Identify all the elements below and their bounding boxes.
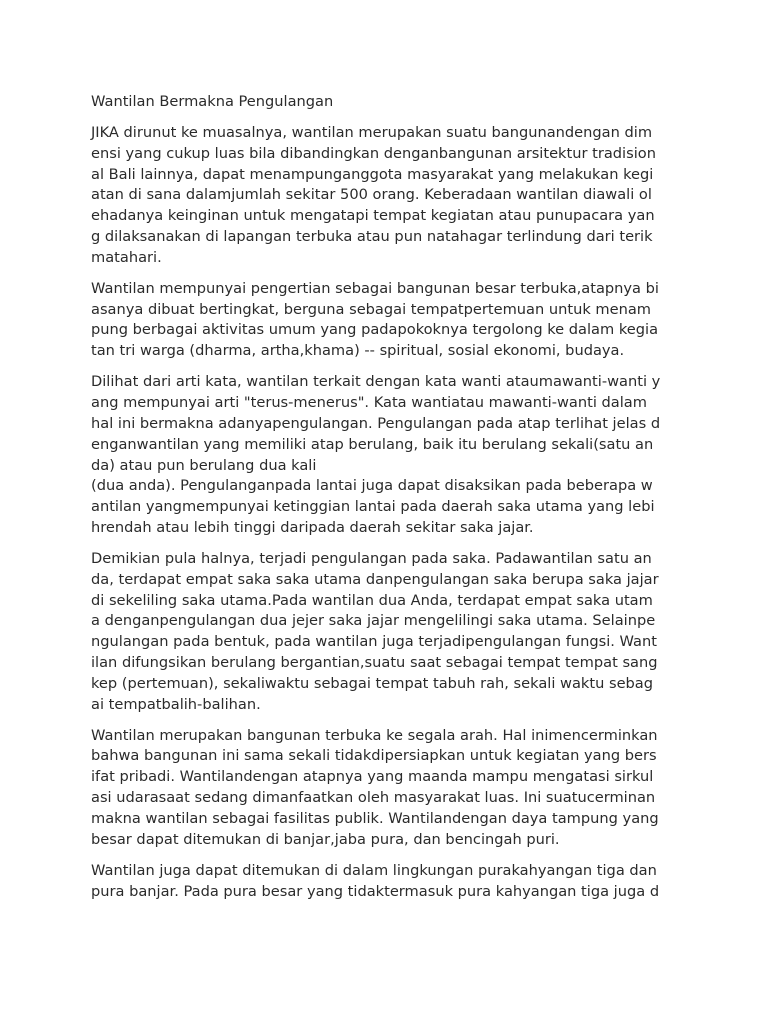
text-line: enganwantilan yang memiliki atap berulang, baik itu berulang sekali(satu an: [91, 435, 654, 453]
text-line: Wantilan merupakan bangunan terbuka ke segala arah. Hal inimencerminkan: [91, 726, 658, 744]
text-line: di sekeliling saka utama.Pada wantilan dua Anda, terdapat empat saka utam: [91, 591, 653, 609]
paragraph: [91, 279, 681, 362]
text-line: kep (pertemuan), sekaliwaktu sebagai tempat tabuh rah, sekali waktu sebag: [91, 674, 654, 692]
text-line: matahari.: [91, 248, 162, 266]
text-line: da, terdapat empat saka saka utama danpengulangan saka berupa saka jajar: [91, 570, 659, 588]
paragraph: [91, 372, 681, 539]
text-line: makna wantilan sebagai fasilitas publik. Wantilandengan daya tampung yang: [91, 810, 659, 827]
text-line: Wantilan mempunyai pengertian sebagai bangunan besar terbuka,atapnya bi: [91, 279, 659, 297]
text-line: al Bali lainnya, dapat menampunganggota masyarakat yang melakukan kegi: [91, 165, 654, 183]
text-line: ang mempunyai arti "terus-menerus". Kata wantiatau mawanti-wanti dalam: [91, 393, 647, 411]
document-title: Wantilan Bermakna Pengulangan: [91, 93, 334, 110]
text-line: ilan difungsikan berulang bergantian,suatu saat sebagai tempat tempat sang: [91, 654, 658, 672]
text-line: asi udarasaat sedang dimanfaatkan oleh masyarakat luas. Ini suatucerminan: [91, 789, 656, 807]
text-line: (dua anda). Pengulanganpada lantai juga dapat disaksikan pada beberapa w: [91, 477, 653, 495]
paragraph: [91, 549, 681, 716]
text-line: pura banjar. Pada pura besar yang tidaktermasuk pura kahyangan tiga juga d: [91, 882, 660, 900]
text-line: ai tempatbalih-balihan.: [91, 695, 261, 713]
document-page: [91, 92, 681, 912]
text-line: Demikian pula halnya, terjadi pengulangan pada saka. Padawantilan satu an: [91, 549, 652, 567]
text-line: hal ini bermakna adanyapengulangan. Pengulangan pada atap terlihat jelas d: [91, 414, 661, 432]
text-line: antilan yangmempunyai ketinggian lantai pada daerah saka utama yang lebi: [91, 498, 655, 516]
text-line: ngulangan pada bentuk, pada wantilan juga terjadipengulangan fungsi. Want: [91, 633, 657, 651]
text-line: ifat pribadi. Wantilandengan atapnya yang maanda mampu mengatasi sirkul: [91, 768, 654, 786]
text-line: besar dapat ditemukan di banjar,jaba pura, dan bencingah puri.: [91, 830, 560, 848]
text-line: hrendah atau lebih tinggi daripada daerah sekitar saka jajar.: [91, 519, 534, 537]
text-line: atan di sana dalamjumlah sekitar 500 orang. Keberadaan wantilan diawali ol: [91, 186, 652, 204]
text-line: ehadanya keinginan untuk mengatapi tempat kegiatan atau punupacara yan: [91, 207, 655, 225]
text-line: bahwa bangunan ini sama sekali tidakdipersiapkan untuk kegiatan yang bers: [91, 747, 657, 765]
text-line: a denganpengulangan dua jejer saka jajar mengelilingi saka utama. Selainpe: [91, 612, 656, 630]
paragraph: [91, 123, 681, 269]
text-line: asanya dibuat bertingkat, berguna sebagai tempatpertemuan untuk menam: [91, 300, 652, 318]
text-line: da) atau pun berulang dua kali: [91, 456, 317, 474]
text-line: JIKA dirunut ke muasalnya, wantilan merupakan suatu bangunandengan dim: [91, 123, 653, 141]
text-line: pung berbagai aktivitas umum yang padapokoknya tergolong ke dalam kegia: [91, 321, 659, 339]
text-line: g dilaksanakan di lapangan terbuka atau pun natahagar terlindung dari terik: [91, 228, 653, 246]
document-body: [91, 123, 681, 903]
text-line: Wantilan juga dapat ditemukan di dalam lingkungan purakahyangan tiga dan: [91, 861, 657, 879]
text-line: Dilihat dari arti kata, wantilan terkait dengan kata wanti ataumawanti-wanti y: [91, 373, 661, 391]
paragraph: [91, 726, 681, 851]
paragraph: [91, 861, 681, 903]
text-line: tan tri warga (dharma, artha,khama) -- spiritual, sosial ekonomi, budaya.: [91, 342, 625, 360]
text-line: ensi yang cukup luas bila dibandingkan denganbangunan arsitektur tradision: [91, 144, 656, 162]
